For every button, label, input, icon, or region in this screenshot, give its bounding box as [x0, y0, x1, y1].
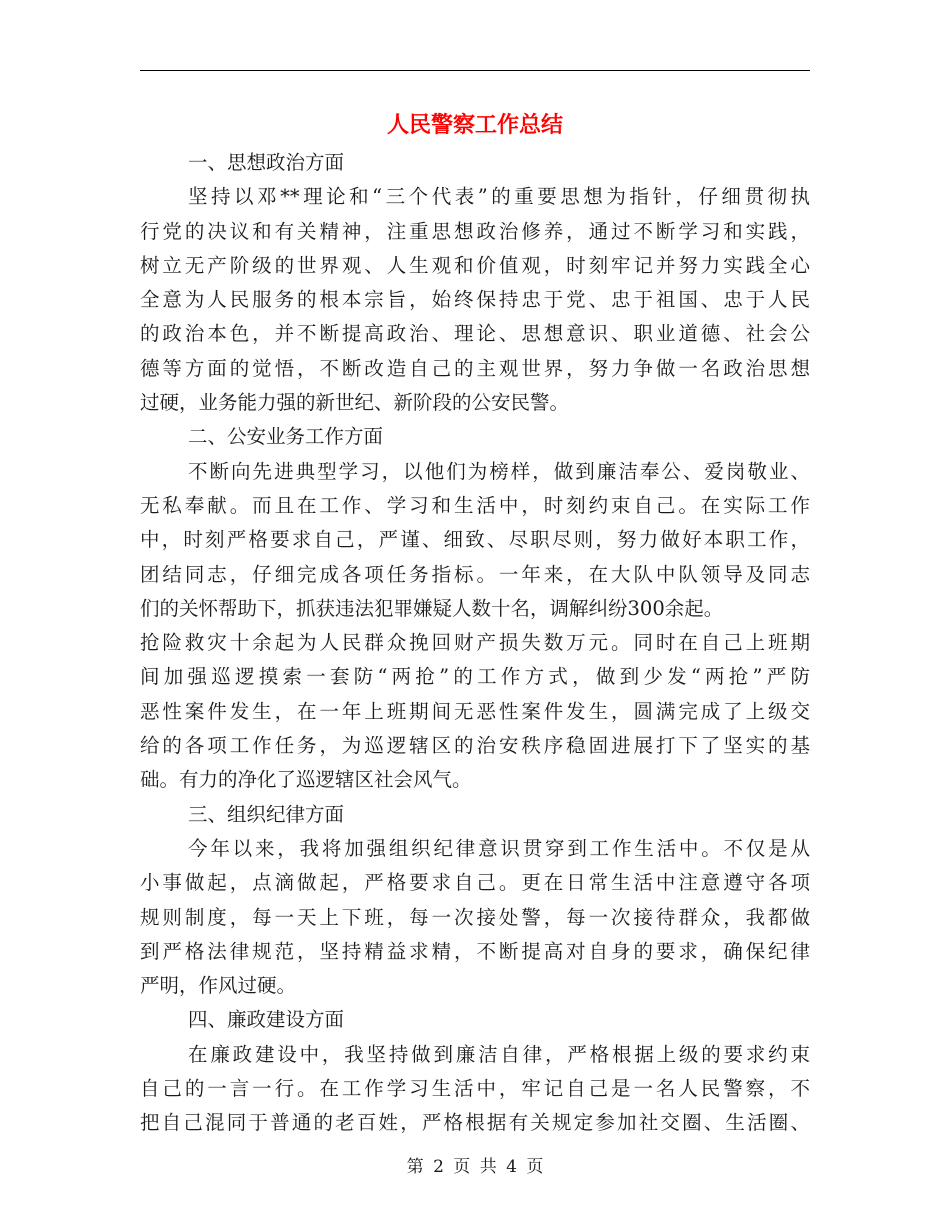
paragraph-line: 全意为人民服务的根本宗旨，始终保持忠于党、忠于祖国、忠于人民 — [140, 288, 810, 312]
paragraph-line: 德等方面的觉悟，不断改造自己的主观世界，努力争做一名政治思想 — [140, 356, 810, 380]
section-heading-4: 四、廉政建设方面 — [188, 1008, 345, 1032]
section-heading-3: 三、组织纪律方面 — [188, 802, 345, 826]
paragraph-line: 把自己混同于普通的老百姓，严格根据有关规定参加社交圈、生活圈、 — [140, 1111, 810, 1135]
paragraph-line: 的政治本色，并不断提高政治、理论、思想意识、职业道德、社会公 — [140, 322, 810, 346]
paragraph-line: 间加强巡逻摸索一套防“两抢”的工作方式，做到少发“两抢”严防 — [140, 665, 810, 689]
paragraph-line: 自己的一言一行。在工作学习生活中，牢记自己是一名人民警察，不 — [140, 1077, 810, 1101]
header-rule — [140, 70, 810, 71]
paragraph-line: 给的各项工作任务，为巡逻辖区的治安秩序稳固进展打下了坚实的基 — [140, 734, 810, 758]
paragraph-line: 团结同志，仔细完成各项任务指标。一年来，在大队中队领导及同志 — [140, 562, 810, 586]
document-body — [140, 146, 810, 1141]
paragraph-line: 坚持以邓**理论和“三个代表”的重要思想为指针，仔细贯彻执 — [188, 185, 810, 209]
paragraph-line: 在廉政建设中，我坚持做到廉洁自律，严格根据上级的要求约束 — [188, 1042, 810, 1066]
section-heading-2: 二、公安业务工作方面 — [188, 425, 384, 449]
paragraph-line: 础。有力的净化了巡逻辖区社会风气。 — [140, 768, 472, 792]
page-number-footer: 第 2 页 共 4 页 — [406, 1157, 544, 1177]
paragraph-line: 小事做起，点滴做起，严格要求自己。更在日常生活中注意遵守各项 — [140, 871, 810, 895]
paragraph-line: 无私奉献。而且在工作、学习和生活中，时刻约束自己。在实际工作 — [140, 493, 810, 517]
paragraph-line: 抢险救灾十余起为人民群众挽回财产损失数万元。同时在自己上班期 — [140, 631, 810, 655]
paragraph-line: 恶性案件发生，在一年上班期间无恶性案件发生，圆满完成了上级交 — [140, 699, 810, 723]
paragraph-line: 中，时刻严格要求自己，严谨、细致、尽职尽则，努力做好本职工作， — [140, 528, 810, 552]
section-heading-1: 一、思想政治方面 — [188, 151, 345, 174]
paragraph-line: 不断向先进典型学习，以他们为榜样，做到廉洁奉公、爱岗敬业、 — [188, 459, 810, 483]
paragraph-line: 到严格法律规范，坚持精益求精，不断提高对自身的要求，确保纪律 — [140, 939, 810, 963]
paragraph-line: 今年以来，我将加强组织纪律意识贯穿到工作生活中。不仅是从 — [188, 836, 810, 860]
paragraph-line: 严明，作风过硬。 — [140, 974, 297, 998]
paragraph-line: 树立无产阶级的世界观、人生观和价值观，时刻牢记并努力实践全心 — [140, 253, 810, 277]
paragraph-line: 规则制度，每一天上下班，每一次接处警，每一次接待群众，我都做 — [140, 905, 810, 929]
paragraph-line: 过硬，业务能力强的新世纪、新阶段的公安民警。 — [140, 391, 570, 415]
paragraph-line: 行党的决议和有关精神，注重思想政治修养，通过不断学习和实践， — [140, 219, 810, 243]
document-title: 人民警察工作总结 — [386, 112, 563, 138]
paragraph-line: 们的关怀帮助下，抓获违法犯罪嫌疑人数十名，调解纠纷300余起。 — [140, 596, 724, 620]
